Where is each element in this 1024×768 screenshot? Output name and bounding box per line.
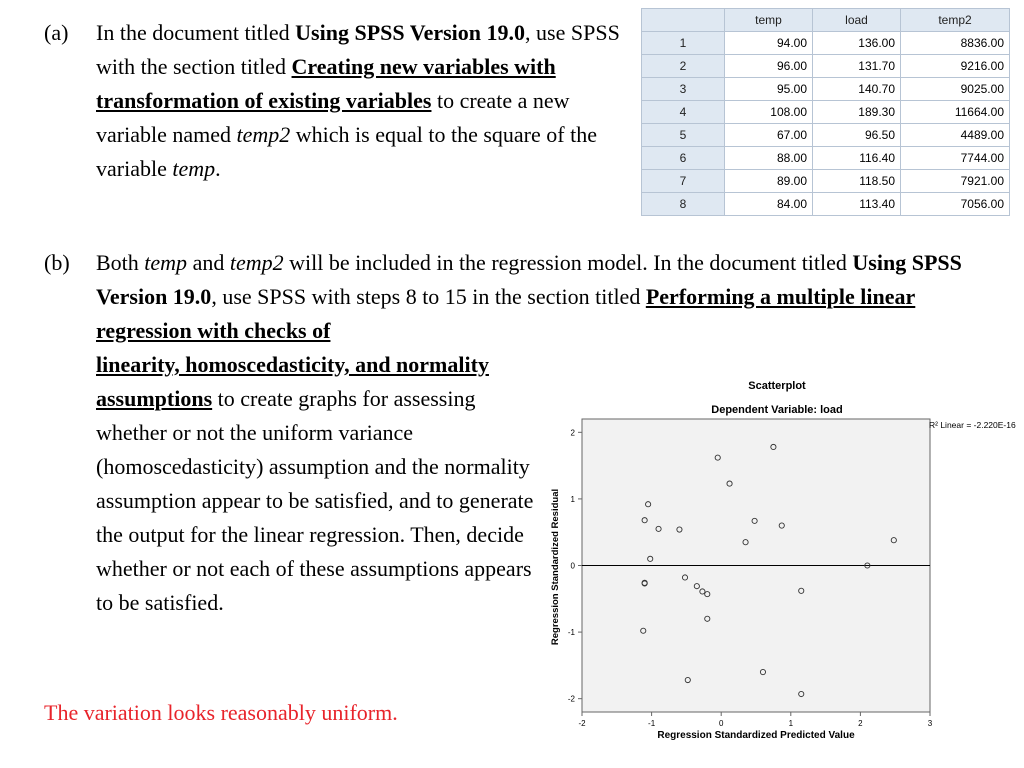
part-a-text	[96, 16, 634, 186]
row-number[interactable]: 7	[642, 170, 725, 193]
table-row	[642, 32, 1010, 55]
cell-load[interactable]: 131.70	[813, 55, 901, 78]
x-tick-label: 1	[788, 719, 794, 728]
chart-subtitle: Dependent Variable: load	[711, 404, 843, 416]
cell-temp2[interactable]: 7744.00	[901, 147, 1010, 170]
part-b-text-5: to create graphs for assessing whether or not the uniform variance (homoscedasticity) assumption and the normality assumption appear to be satisfied, and to generate the output for the linear regression. Then, decide whether or not each of these assumptions appears to be satisfied.	[96, 386, 534, 615]
table-row	[642, 78, 1010, 101]
part-b-var-1: temp	[144, 250, 188, 275]
cell-temp2[interactable]: 9025.00	[901, 78, 1010, 101]
x-tick-label: 0	[718, 719, 724, 728]
column-header-temp[interactable]: temp	[725, 9, 813, 32]
cell-temp2[interactable]: 7921.00	[901, 170, 1010, 193]
cell-temp[interactable]: 84.00	[725, 193, 813, 216]
cell-temp[interactable]: 108.00	[725, 101, 813, 124]
part-b-text-2: and	[187, 250, 230, 275]
spss-data-table	[641, 8, 1010, 216]
row-number[interactable]: 3	[642, 78, 725, 101]
part-b-text-3: will be included in the regression model. In the document titled	[283, 250, 853, 275]
x-tick-label: 3	[927, 719, 933, 728]
part-a-section-title: Creating new variables with transformation of existing variables	[96, 54, 556, 113]
part-b-section-title-line-1: Performing a multiple linear regression with checks of	[96, 284, 916, 343]
r2-label: R² Linear = -2.220E-16	[929, 420, 1016, 430]
table-row	[642, 170, 1010, 193]
table-row	[642, 193, 1010, 216]
cell-temp2[interactable]: 11664.00	[901, 101, 1010, 124]
table-row	[642, 101, 1010, 124]
row-number[interactable]: 4	[642, 101, 725, 124]
part-a-var-base: temp	[172, 156, 216, 181]
column-header-load[interactable]: load	[813, 9, 901, 32]
row-number[interactable]: 8	[642, 193, 725, 216]
cell-load[interactable]: 113.40	[813, 193, 901, 216]
chart-title: Scatterplot	[748, 380, 806, 392]
table-header-row	[642, 9, 1010, 32]
cell-load[interactable]: 118.50	[813, 170, 901, 193]
table-row	[642, 147, 1010, 170]
cell-temp2[interactable]: 7056.00	[901, 193, 1010, 216]
part-b-continued	[96, 348, 536, 620]
y-tick-label: -2	[567, 694, 575, 704]
x-tick-label: -1	[648, 719, 656, 728]
part-a-text-3: to create a new variable named	[96, 88, 570, 147]
part-b-section-title-rest: linearity, homoscedasticity, and normality assumptions	[96, 352, 489, 411]
y-axis-label: Regression Standardized Residual	[550, 488, 561, 646]
cell-temp[interactable]: 67.00	[725, 124, 813, 147]
y-tick-label: -1	[567, 628, 575, 638]
x-axis-label: Regression Standardized Predicted Value	[657, 730, 855, 741]
table-row	[642, 124, 1010, 147]
y-tick-label: 2	[570, 428, 575, 438]
part-a-var-new: temp2	[236, 122, 291, 147]
y-tick-label: 0	[570, 561, 575, 571]
table-corner-cell	[642, 9, 725, 32]
cell-load[interactable]: 189.30	[813, 101, 901, 124]
part-a-text-5: .	[215, 156, 221, 181]
row-number[interactable]: 1	[642, 32, 725, 55]
row-number[interactable]: 6	[642, 147, 725, 170]
part-b-var-2: temp2	[229, 250, 284, 275]
cell-temp2[interactable]: 4489.00	[901, 124, 1010, 147]
cell-temp[interactable]: 89.00	[725, 170, 813, 193]
part-a-text-2: , use SPSS with the section titled	[96, 20, 620, 79]
cell-load[interactable]: 140.70	[813, 78, 901, 101]
row-number[interactable]: 5	[642, 124, 725, 147]
cell-temp[interactable]: 96.00	[725, 55, 813, 78]
cell-temp2[interactable]: 9216.00	[901, 55, 1010, 78]
part-a-text-4: which is equal to the square of the variable	[96, 122, 597, 181]
row-number[interactable]: 2	[642, 55, 725, 78]
cell-temp[interactable]: 95.00	[725, 78, 813, 101]
cell-load[interactable]: 96.50	[813, 124, 901, 147]
scatterplot-chart	[540, 375, 1020, 747]
x-tick-label: 2	[858, 719, 863, 728]
cell-load[interactable]: 116.40	[813, 147, 901, 170]
table-row	[642, 55, 1010, 78]
cell-temp2[interactable]: 8836.00	[901, 32, 1010, 55]
column-header-temp2[interactable]: temp2	[901, 9, 1010, 32]
part-a-label: (a)	[44, 20, 69, 45]
part-a-doc-title: Using SPSS Version 19.0	[295, 20, 526, 45]
x-tick-label: -2	[578, 719, 586, 728]
cell-temp[interactable]: 88.00	[725, 147, 813, 170]
part-b-doc-title: Using SPSS Version 19.0	[96, 250, 962, 309]
part-a-text-1: In the document titled	[96, 20, 296, 45]
y-tick-label: 1	[570, 494, 575, 504]
cell-load[interactable]: 136.00	[813, 32, 901, 55]
part-b-text-4: , use SPSS with steps 8 to 15 in the section titled	[211, 284, 646, 309]
part-b-label: (b)	[44, 250, 70, 275]
part-b-text-wide	[96, 246, 986, 348]
answer-text: The variation looks reasonably uniform.	[44, 700, 398, 725]
part-b-text-1: Both	[96, 250, 145, 275]
cell-temp[interactable]: 94.00	[725, 32, 813, 55]
part-b-text	[96, 246, 986, 348]
